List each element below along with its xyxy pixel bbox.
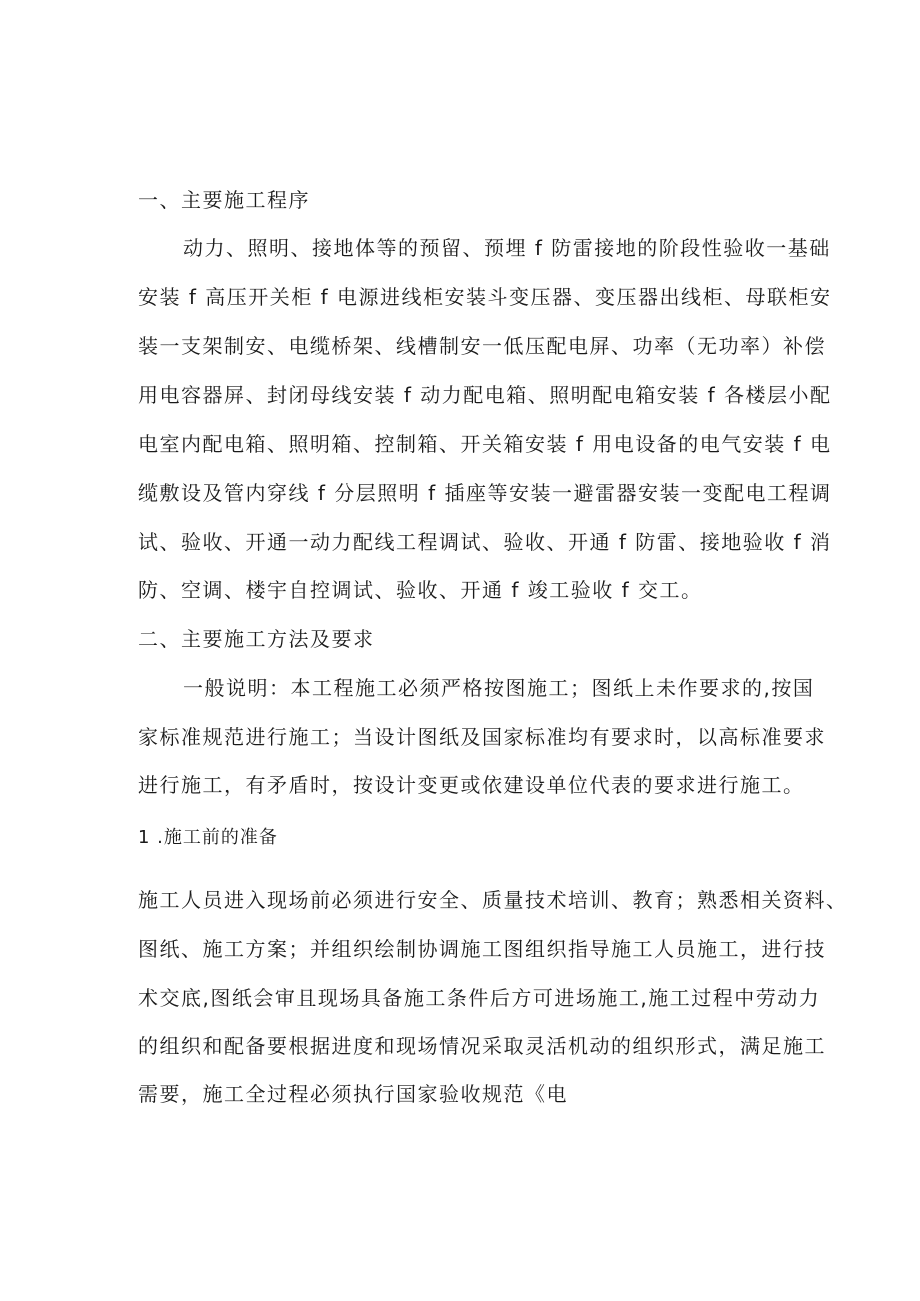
paragraph-line: 图纸、施工方案；并组织绘制协调施工图组织指导施工人员施工，进行技 xyxy=(138,937,826,961)
paragraph-line: 缆敷设及管内穿线 f 分层照明 f 插座等安装一避雷器安装一变配电工程调 xyxy=(138,481,832,505)
paragraph-line: 动力、照明、接地体等的预留、预埋 f 防雷接地的阶段性验收一基础 xyxy=(183,236,831,260)
paragraph-line: 术交底,图纸会审且现场具备施工条件后方可进场施工,施工过程中劳动力 xyxy=(138,986,821,1010)
paragraph-line: 试、验收、开通一动力配线工程调试、验收、开通 f 防雷、接地验收 f 消 xyxy=(138,530,832,554)
paragraph-line: 施工人员进入现场前必须进行安全、质量技术培训、教育；熟悉相关资料、 xyxy=(138,888,848,912)
section-heading-construction-procedure: 一、主要施工程序 xyxy=(138,188,310,212)
paragraph-line: 用电容器屏、封闭母线安装 f 动力配电箱、照明配电箱安装 f 各楼层小配 xyxy=(138,383,832,407)
paragraph-line: 的组织和配备要根据进度和现场情况采取灵活机动的组织形式，满足施工 xyxy=(138,1034,826,1058)
subsection-heading-preparation: 1 .施工前的准备 xyxy=(138,827,278,848)
paragraph-line: 进行施工，有矛盾时，按设计变更或依建设单位代表的要求进行施工。 xyxy=(138,773,805,797)
paragraph-line: 电室内配电箱、照明箱、控制箱、开关箱安装 f 用电设备的电气安装 f 电 xyxy=(138,432,832,456)
paragraph-line: 防、空调、楼宇自控调试、验收、开通 f 竣工验收 f 交工。 xyxy=(138,578,703,602)
paragraph-line: 安装 f 高压开关柜 f 电源进线柜安装斗变压器、变压器出线柜、母联柜安 xyxy=(138,285,832,309)
paragraph-line: 需要，施工全过程必须执行国家验收规范《电 xyxy=(138,1082,568,1106)
paragraph-line: 家标准规范进行施工；当设计图纸及国家标准均有要求时，以高标准要求 xyxy=(138,725,826,749)
paragraph-line: 一般说明：本工程施工必须严格按图施工；图纸上未作要求的,按国 xyxy=(183,676,815,700)
section-heading-methods-requirements: 二、主要施工方法及要求 xyxy=(138,627,375,651)
paragraph-line: 装一支架制安、电缆桥架、线槽制安一低压配电屏、功率（无功率）补偿 xyxy=(138,334,826,358)
